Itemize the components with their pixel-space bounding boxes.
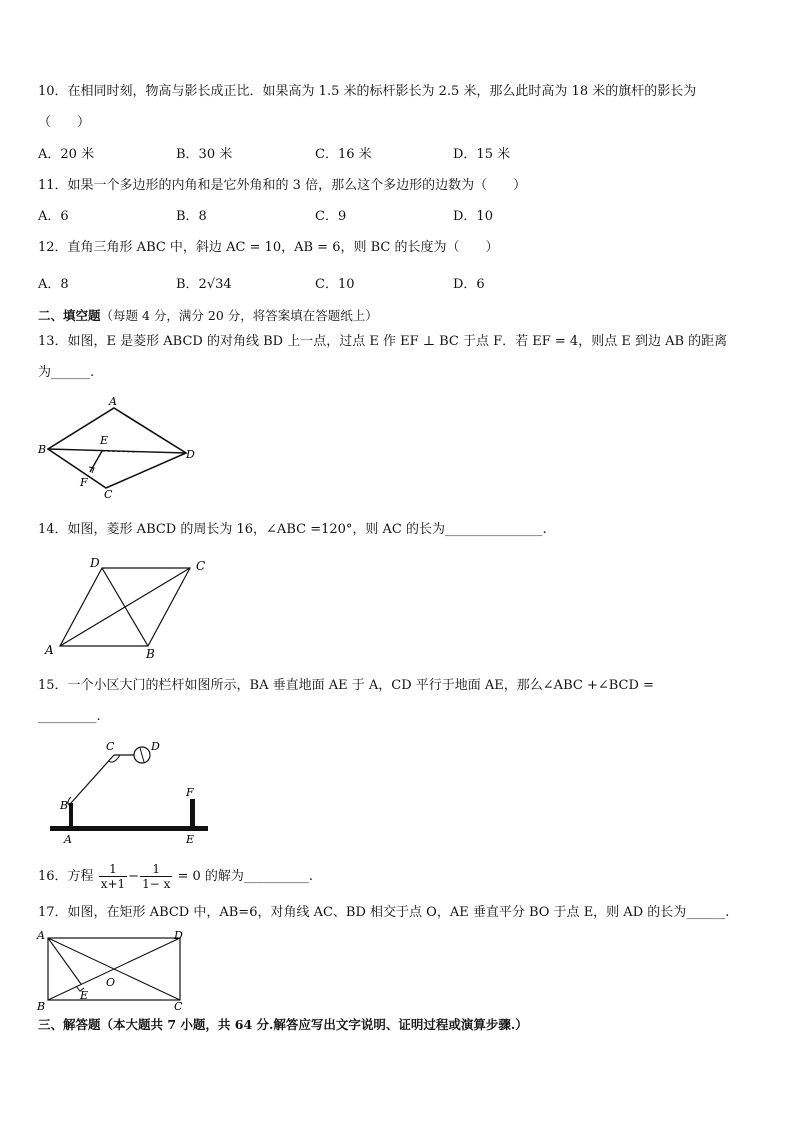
q15-hinge-line <box>140 748 144 762</box>
q10-option-c[interactable]: C．16 米 <box>315 147 372 162</box>
q14-label-d: D <box>90 556 100 570</box>
q15-angle-c-arc <box>108 755 120 762</box>
q11-option-c[interactable]: C．9 <box>315 209 347 224</box>
q15-label-e: E <box>186 833 195 846</box>
q12-option-c[interactable]: C．10 <box>315 277 355 292</box>
q10-answer-paren: （ ） <box>38 115 91 130</box>
section3-heading <box>38 1015 528 1033</box>
q17-label-c: C <box>174 1000 183 1013</box>
q10-option-a[interactable]: A．20 米 <box>38 147 95 162</box>
q12-option-d[interactable]: D．6 <box>453 277 485 292</box>
q13-segment-ef <box>90 451 102 472</box>
q10-stem: 10．在相同时刻，物高与影长成正比．如果高为 1.5 米的标杆影长为 2.5 米，那么此时高为 18 米的旗杆的影长为 <box>38 84 697 99</box>
q16-frac2-num: 1 <box>140 862 172 877</box>
q14-rhombus-figure <box>40 554 220 662</box>
q17-label-o: O <box>106 976 116 989</box>
q15-gate-figure <box>48 737 218 849</box>
q15-stem-cont: _________. <box>38 709 101 724</box>
q11-option-a[interactable]: A．6 <box>38 209 69 224</box>
q17-rectangle-figure <box>36 928 196 1012</box>
q10-options <box>38 146 598 164</box>
q15-label-f: F <box>186 786 194 799</box>
q16-frac2-den: 1− x <box>142 877 171 891</box>
q11-stem: 11．如果一个多边形的内角和是它外角和的 3 倍，那么这个多边形的边数为（ ） <box>38 178 527 193</box>
q13-label-d: D <box>186 448 195 461</box>
q17-label-a: A <box>37 929 45 942</box>
q11-option-d[interactable]: D．10 <box>453 209 493 224</box>
section2-title: 二、填空题 <box>38 308 101 323</box>
q16-frac1-den: x+1 <box>100 877 126 891</box>
q17-segment-ae <box>48 938 81 984</box>
q17-label-d: D <box>174 929 183 942</box>
q13-label-c: C <box>104 488 113 501</box>
q15-post-ef <box>190 799 195 827</box>
q13-label-f: F <box>80 476 88 489</box>
q16-fraction-1 <box>99 862 127 891</box>
q10-option-b[interactable]: B．30 米 <box>176 147 233 162</box>
q15-label-c: C <box>106 740 115 753</box>
q17-stem: 17．如图，在矩形 ABCD 中，AB=6，对角线 AC、BD 相交于点 O，AE 垂直平分 BO 于点 E，则 AD 的长为______. <box>38 905 730 920</box>
q14-stem: 14．如图，菱形 ABCD 的周长为 16，∠ABC =120°，则 AC 的长为_______________. <box>38 522 547 537</box>
q14-label-b: B <box>146 647 155 661</box>
q16-minus: − <box>128 869 140 884</box>
q15-stem: 15．一个小区大门的栏杆如图所示，BA 垂直地面 AE 于 A，CD 平行于地面 AE，那么∠ABC +∠BCD = <box>38 678 654 693</box>
q16-prefix: 16．方程 <box>38 869 94 884</box>
q11-options <box>38 208 598 226</box>
q13-label-e: E <box>100 434 109 447</box>
q13-rhombus <box>48 408 186 488</box>
q10-option-d[interactable]: D．15 米 <box>453 147 511 162</box>
q12-option-b[interactable]: B．2√34 <box>176 277 232 292</box>
q12-option-a[interactable]: A．8 <box>38 277 69 292</box>
q12-options <box>38 276 598 294</box>
q15-label-b: B <box>60 799 69 812</box>
q15-bar-bc <box>71 755 114 803</box>
q15-label-d: D <box>151 740 160 753</box>
q13-label-a: A <box>109 395 117 408</box>
q15-label-a: A <box>64 833 72 846</box>
q14-diagonal-bd <box>102 568 148 646</box>
q13-stem-cont: 为______. <box>38 365 95 380</box>
q15-ground <box>50 826 208 831</box>
section2-heading <box>38 306 378 324</box>
section3-title: 三、解答题 <box>38 1017 101 1032</box>
section2-note: （每题 4 分，满分 20 分，将答案填在答题纸上） <box>100 308 378 323</box>
q17-label-e: E <box>80 989 89 1002</box>
q16-frac1-num: 1 <box>99 862 127 877</box>
q13-rhombus-figure <box>36 396 206 502</box>
q16-stem <box>38 860 313 894</box>
q16-fraction-2 <box>140 862 172 891</box>
section3-note: （本大题共 7 小题，共 64 分.解答应写出文字说明、证明过程或演算步骤.） <box>100 1017 528 1032</box>
q13-stem: 13．如图，E 是菱形 ABCD 的对角线 BD 上一点，过点 E 作 EF ⊥ BC 于点 F．若 EF = 4，则点 E 到边 AB 的距离 <box>38 334 728 349</box>
q11-option-b[interactable]: B．8 <box>176 209 207 224</box>
q14-label-a: A <box>45 643 54 657</box>
q13-diagonal-bd <box>48 449 186 453</box>
q16-suffix: = 0 的解为__________. <box>177 869 314 884</box>
q12-stem: 12．直角三角形 ABC 中，斜边 AC = 10，AB = 6，则 BC 的长度为（ ） <box>38 240 499 255</box>
q13-label-b: B <box>38 443 47 456</box>
q17-label-b: B <box>37 1000 46 1013</box>
q14-label-c: C <box>196 559 206 573</box>
